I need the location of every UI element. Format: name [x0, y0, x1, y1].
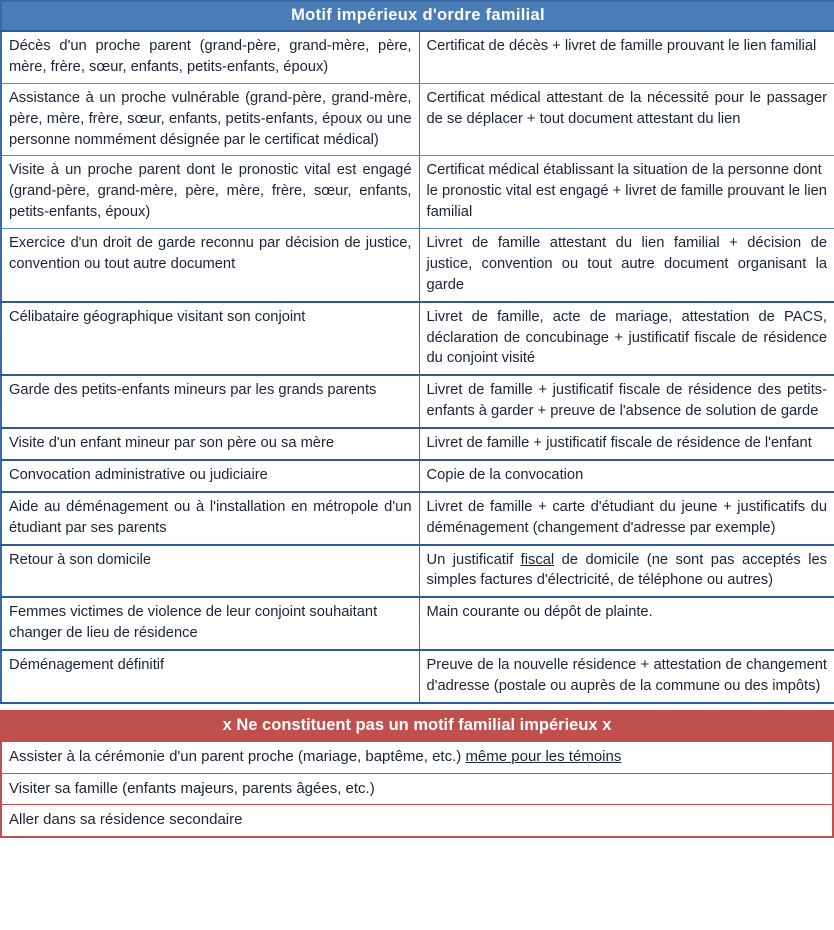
table-row — [1, 492, 834, 545]
reason-cell: Célibataire géographique visitant son conjoint — [1, 302, 419, 376]
proof-cell: Livret de famille + justificatif fiscale de résidence des petits-enfants à garder + preuve de l'absence de solution de garde — [419, 375, 834, 428]
exclusion-cell: Aller dans sa résidence secondaire — [9, 811, 243, 829]
list-item — [1, 805, 833, 837]
proof-cell: Livret de famille + carte d'étudiant du jeune + justificatifs du déménagement (changement d'adresse par exemple) — [419, 492, 834, 545]
proof-cell: Preuve de la nouvelle résidence + attestation de changement d'adresse (postale ou auprès de la commune ou des impôts) — [419, 650, 834, 703]
list-item — [1, 773, 833, 805]
table-title: Motif impérieux d'ordre familial — [1, 1, 834, 31]
reason-cell: Aide au déménagement ou à l'installation en métropole d'un étudiant par ses parents — [1, 492, 419, 545]
proof-cell: Certificat de décès + livret de famille prouvant le lien familial — [419, 31, 834, 83]
table-row — [1, 31, 834, 83]
table-row — [1, 302, 834, 376]
table-row — [1, 83, 834, 156]
table-row — [1, 650, 834, 703]
proof-text-after: de domicile (ne sont pas acceptés les simples factures d'électricité, de téléphone ou autres) — [426, 551, 827, 589]
table-title-row — [1, 1, 834, 31]
table-row — [1, 597, 834, 650]
table-row — [1, 460, 834, 492]
proof-cell: Livret de famille, acte de mariage, attestation de PACS, déclaration de concubinage + justificatif fiscale de résidence du conjoint visité — [419, 302, 834, 376]
exclusions-title: x Ne constituent pas un motif familial impérieux x — [1, 711, 833, 741]
exclusion-text-before: Assister à la cérémonie d'un parent proche (mariage, baptême, etc.) — [9, 747, 466, 765]
exclusions-table — [0, 710, 834, 838]
table-row — [1, 229, 834, 302]
proof-cell: Livret de famille + justificatif fiscale de résidence de l'enfant — [419, 428, 834, 460]
table-row — [1, 375, 834, 428]
proof-cell: Main courante ou dépôt de plainte. — [419, 597, 834, 650]
list-item — [1, 741, 833, 773]
reason-cell: Retour à son domicile — [1, 545, 419, 598]
reason-cell: Visite d'un enfant mineur par son père ou sa mère — [1, 428, 419, 460]
proof-cell: Livret de famille attestant du lien familial + décision de justice, convention ou tout autre document organisant la garde — [419, 229, 834, 302]
proof-cell: Certificat médical attestant de la nécessité pour le passager de se déplacer + tout document attestant du lien — [419, 83, 834, 156]
table-row — [1, 156, 834, 229]
proof-text-before: Un justificatif — [426, 551, 521, 568]
reason-cell: Femmes victimes de violence de leur conjoint souhaitant changer de lieu de résidence — [1, 597, 419, 650]
reason-cell: Assistance à un proche vulnérable (grand-père, grand-mère, père, mère, frère, sœur, enfants, petits-enfants, époux ou une personne nommément désignée par le certificat médical) — [1, 83, 419, 156]
reason-cell: Décès d'un proche parent (grand-père, grand-mère, père, mère, frère, sœur, enfants, petits-enfants, époux) — [1, 31, 419, 83]
reason-cell: Garde des petits-enfants mineurs par les grands parents — [1, 375, 419, 428]
reason-cell: Exercice d'un droit de garde reconnu par décision de justice, convention ou tout autre document — [1, 229, 419, 302]
reason-cell: Visite à un proche parent dont le pronostic vital est engagé (grand-père, grand-mère, père, mère, frère, sœur, enfants, petits-enfants, époux) — [1, 156, 419, 229]
proof-text-underlined: fiscal — [520, 551, 555, 568]
exclusion-cell: Visiter sa famille (enfants majeurs, parents âgées, etc.) — [1, 773, 833, 805]
proof-cell: Certificat médical établissant la situation de la personne dont le pronostic vital est engagé + livret de famille prouvant le lien familial — [419, 156, 834, 229]
exclusion-cell — [1, 741, 833, 773]
reason-cell: Déménagement définitif — [1, 650, 419, 703]
proof-cell: Copie de la convocation — [419, 460, 834, 492]
table-body — [1, 31, 834, 703]
reason-cell: Convocation administrative ou judiciaire — [1, 460, 419, 492]
exclusion-text-underlined: même pour les témoins — [465, 747, 622, 765]
table-row — [1, 545, 834, 598]
exclusions-body — [1, 741, 833, 837]
proof-cell — [419, 545, 834, 598]
exclusions-title-row — [1, 711, 833, 741]
table-row — [1, 428, 834, 460]
